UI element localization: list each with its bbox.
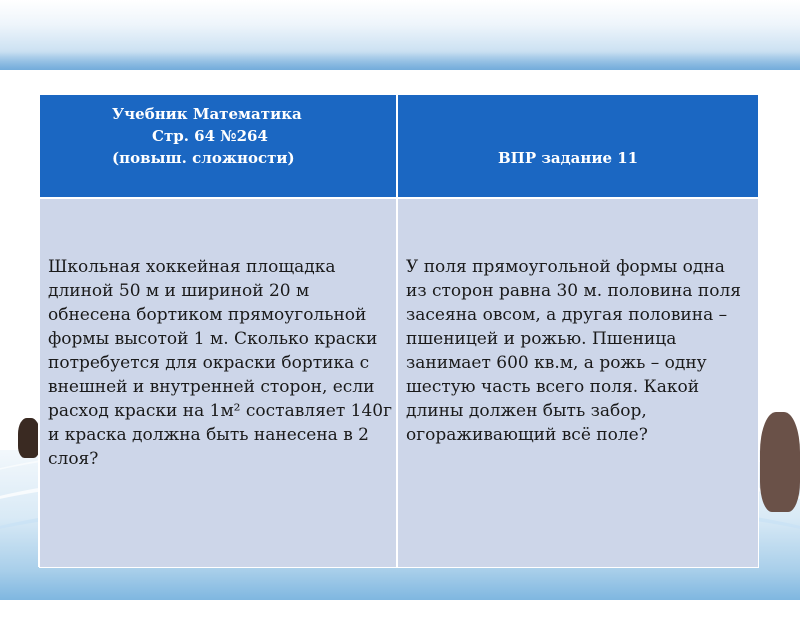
header-textbook-line: (повыш. сложности) xyxy=(112,149,295,167)
header-textbook-line: Учебник Математика xyxy=(112,105,302,123)
task-text-line: потребуется для окраски бортика с xyxy=(48,353,370,373)
task-text-line: формы высотой 1 м. Сколько краски xyxy=(48,329,378,349)
header-cell-textbook xyxy=(39,94,397,198)
task-cell-vpr xyxy=(397,198,759,568)
comparison-table xyxy=(38,93,758,567)
task-text-line: обнесена бортиком прямоугольной xyxy=(48,305,367,325)
task-text-line: длиной 50 м и шириной 20 м xyxy=(48,281,310,301)
task-text-line: слоя? xyxy=(48,449,99,469)
task-text-line: длины должен быть забор, xyxy=(406,401,647,421)
background-top-band xyxy=(0,0,800,70)
task-text-line: шестую часть всего поля. Какой xyxy=(406,377,700,397)
header-cell-vpr xyxy=(397,94,759,198)
task-text-line: огораживающий всё поле? xyxy=(406,425,648,445)
task-text-line: и краска должна быть нанесена в 2 xyxy=(48,425,369,445)
task-text-line: засеяна овсом, а другая половина – xyxy=(406,305,728,325)
task-text-line: занимает 600 кв.м, а рожь – одну xyxy=(406,353,707,373)
task-text-line: внешней и внутренней сторон, если xyxy=(48,377,375,397)
task-text-line: У поля прямоугольной формы одна xyxy=(406,257,725,277)
header-vpr-label: ВПР задание 11 xyxy=(498,149,639,167)
task-text-line: из сторон равна 30 м. половина поля xyxy=(406,281,742,301)
task-text-line: пшеницей и рожью. Пшеница xyxy=(406,329,677,349)
decorative-shape xyxy=(18,418,40,458)
decorative-shape xyxy=(760,412,800,512)
task-text-line: Школьная хоккейная площадка xyxy=(48,257,336,277)
header-textbook-line: Стр. 64 №264 xyxy=(152,127,268,145)
task-text-line: расход краски на 1м² составляет 140г xyxy=(48,401,393,421)
task-cell-textbook xyxy=(39,198,397,568)
